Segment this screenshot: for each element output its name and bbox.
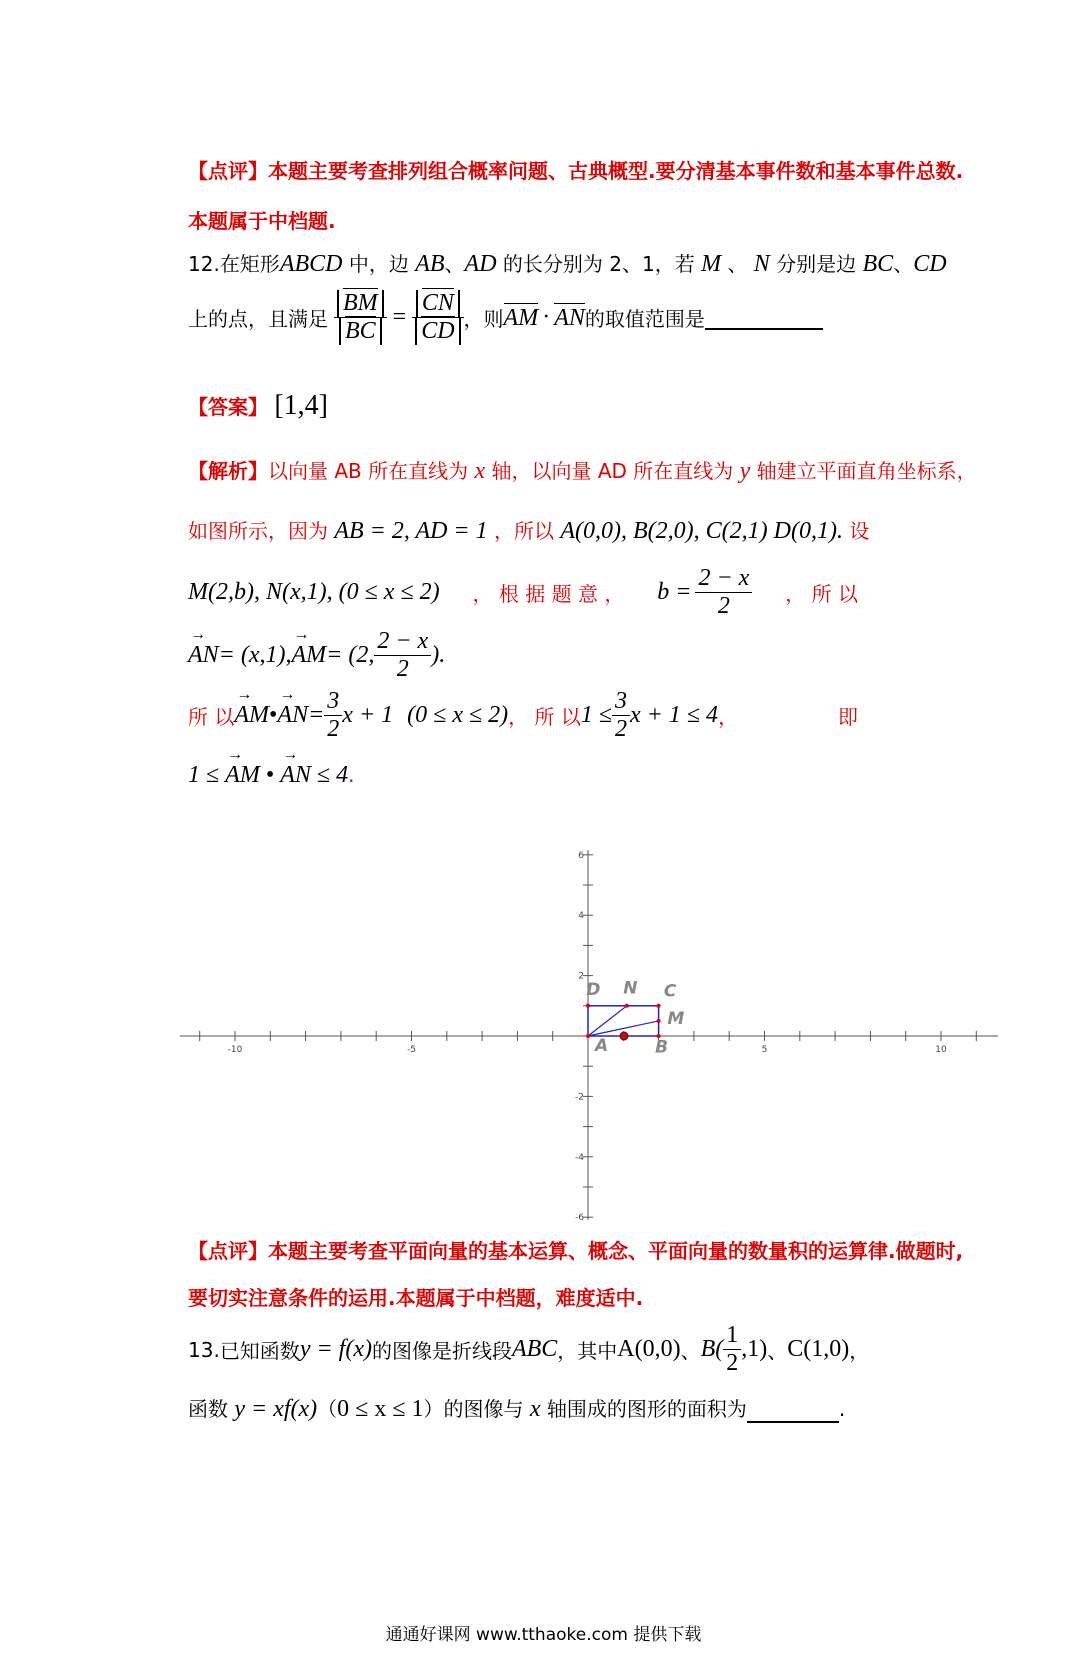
solution-text: 以向量 AB 所在直线为 xyxy=(268,459,475,483)
numerator: 2 − x xyxy=(695,565,752,593)
ratio-bm-bc xyxy=(334,290,387,345)
label-n: N xyxy=(623,978,638,999)
vertex-point xyxy=(657,1004,661,1008)
numerator: 3 xyxy=(612,688,630,716)
q13-sep: 、 xyxy=(767,1339,788,1363)
math-expr: x + 1 xyxy=(342,702,394,728)
dot-operator: · xyxy=(542,304,551,330)
math-bc: BC xyxy=(862,251,894,277)
vertex-point xyxy=(586,1034,590,1038)
math-cd: CD xyxy=(913,251,947,277)
x-tick-label: 10 xyxy=(935,1045,947,1055)
math-expr: A(0,0), B(2,0), C(2,1) D(0,1). xyxy=(560,518,843,544)
q12-sep: 、 xyxy=(444,252,465,276)
label-d: D xyxy=(586,980,601,1001)
answer-line xyxy=(188,390,328,422)
math-ab: AB xyxy=(415,251,445,277)
solution-text: 设 xyxy=(842,519,870,543)
label-c: C xyxy=(663,981,677,1002)
var-x: x xyxy=(474,458,486,484)
vertex-point xyxy=(657,1019,661,1023)
math-expr: b = xyxy=(657,579,692,605)
label-m: M xyxy=(667,1008,685,1029)
q13-text: 函数 xyxy=(188,1397,235,1421)
solution-text: . xyxy=(348,763,355,787)
y-tick-label: 2 xyxy=(578,971,584,982)
denominator: 2 xyxy=(615,716,628,742)
vec-bc: BC xyxy=(344,318,376,344)
solution-line-1 xyxy=(188,455,977,485)
vec-am: → AM xyxy=(292,642,327,669)
y-tick-label: 6 xyxy=(578,850,584,861)
q13-text: （ xyxy=(317,1397,338,1421)
denominator: 2 xyxy=(396,656,409,682)
vec-am: → AM xyxy=(225,762,260,789)
math-expr: 1 ≤ xyxy=(580,702,613,728)
answer-blank xyxy=(705,306,823,330)
vec-cd: CD xyxy=(421,318,455,344)
q13-text: ）的图像与 xyxy=(423,1397,530,1421)
b-fraction xyxy=(657,565,752,620)
vec-an: → AN xyxy=(188,642,219,669)
q13-text: 的图像是折线段 xyxy=(371,1339,512,1363)
vec-an: → AN xyxy=(277,702,308,729)
q13-text: . xyxy=(838,1397,846,1421)
q12-text: 在矩形 xyxy=(219,252,280,276)
math-expr: = (2, xyxy=(326,642,375,668)
vertex-point xyxy=(625,1004,629,1008)
vec-an: → AN xyxy=(280,762,311,789)
y-tick-label: -2 xyxy=(575,1092,584,1103)
q12-text: 上的点，且满足 xyxy=(188,307,328,331)
q12-text: 的取值范围是 xyxy=(584,307,705,331)
comment-2-line-2: 要切实注意条件的运用.本题属于中档题，难度适中. xyxy=(188,1286,644,1310)
denominator: 2 xyxy=(327,716,340,742)
numerator: 2 − x xyxy=(374,628,431,656)
rectangle-abcd xyxy=(586,1004,661,1040)
solution-text: ， 所 以 xyxy=(785,582,858,606)
x-tick-label: -10 xyxy=(227,1045,243,1055)
solution-tag: 【解析】 xyxy=(188,459,268,483)
solution-line-2 xyxy=(188,515,869,545)
solution-line-5 xyxy=(188,688,858,743)
solution-text: 轴建立平面直角坐标系， xyxy=(750,459,977,483)
q13-text: 已知函数 xyxy=(219,1339,300,1363)
comment-2-line-1 xyxy=(188,1235,963,1264)
solution-line-4 xyxy=(188,628,445,683)
answer-blank xyxy=(747,1401,839,1423)
answer-value: [1,4] xyxy=(274,390,329,421)
solution-text: 如图所示，因为 xyxy=(188,519,335,543)
question-number: 13. xyxy=(188,1337,220,1362)
y-tick-label: -6 xyxy=(575,1213,584,1224)
question-13-line-1 xyxy=(188,1322,869,1377)
math-expr: ). xyxy=(431,642,446,668)
label-b: B xyxy=(655,1037,669,1058)
question-13-line-2 xyxy=(188,1393,845,1423)
comment-tag: 【点评】 xyxy=(188,1239,268,1263)
coordinate-figure xyxy=(180,845,1020,1230)
math-abc: ABC xyxy=(511,1336,558,1362)
ratio-cn-cd xyxy=(412,290,463,345)
q12-sep: 、 xyxy=(893,252,914,276)
q12-text: 中，边 xyxy=(342,252,416,276)
answer-tag: 【答案】 xyxy=(188,395,268,419)
question-12-line-2 xyxy=(188,290,823,345)
math-n: N xyxy=(753,251,770,277)
fraction xyxy=(324,688,342,743)
point-b: B( xyxy=(700,1336,724,1362)
solution-text: 即 xyxy=(838,705,858,729)
vec-an: AN xyxy=(554,305,585,331)
comment-1-line-1 xyxy=(188,155,963,184)
y-tick-label: 4 xyxy=(578,911,584,922)
bullet-operator: • xyxy=(269,702,278,728)
math-expr: y = xf(x) xyxy=(234,1396,318,1422)
point-b: ,1) xyxy=(741,1336,768,1362)
vec-bm: BM xyxy=(343,290,378,316)
q13-sep: 、 xyxy=(680,1339,701,1363)
solution-line-6 xyxy=(188,762,354,789)
point-c: C(1,0) xyxy=(787,1336,850,1362)
comment-tag: 【点评】 xyxy=(188,159,268,183)
math-expr: = xyxy=(308,702,325,728)
math-expr: x + 1 ≤ 4 xyxy=(630,702,719,728)
math-expr: M(2,b), N(x,1), (0 ≤ x ≤ 2) xyxy=(188,579,440,605)
question-number: 12. xyxy=(188,252,220,276)
solution-line-3 xyxy=(188,565,858,620)
q13-text: 轴围成的图形的面积为 xyxy=(540,1397,747,1421)
math-m: M xyxy=(701,251,722,277)
vec-am: → AM xyxy=(234,702,269,729)
solution-text: ， xyxy=(718,705,739,729)
math-expr: (0 ≤ x ≤ 2) xyxy=(407,702,509,728)
math-expr: y = f(x) xyxy=(299,1336,372,1362)
fraction xyxy=(612,688,630,743)
math-ad: AD xyxy=(464,251,497,277)
fraction xyxy=(695,565,752,620)
solution-text: ，所以 xyxy=(487,519,561,543)
fraction xyxy=(374,628,431,683)
question-12-line-1 xyxy=(188,248,947,278)
var-x: x xyxy=(529,1396,541,1422)
point-labels xyxy=(586,979,684,1058)
var-y: y xyxy=(739,458,751,484)
vec-am: AM xyxy=(503,305,539,331)
solution-text: 轴，以向量 AD 所在直线为 xyxy=(485,459,740,483)
math-expr: AB = 2, AD = 1 xyxy=(334,518,488,544)
q13-text: ，其中 xyxy=(557,1339,618,1363)
comment-1-line-2: 本题属于中档题. xyxy=(188,209,336,233)
q12-text: 分别是边 xyxy=(769,252,863,276)
math-expr: 1 ≤ xyxy=(188,762,226,788)
comment-text: 本题主要考查排列组合概率问题、古典概型.要分清基本事件数和基本事件总数. xyxy=(268,159,964,183)
math-abcd: ABCD xyxy=(279,251,343,277)
math-expr: ≤ 4 xyxy=(310,762,349,788)
q12-text: 的长分别为 2、1，若 xyxy=(496,252,702,276)
moving-point xyxy=(620,1032,628,1040)
vertex-point xyxy=(586,1004,590,1008)
footer: 通通好课网 www.tthaoke.com 提供下载 xyxy=(385,1625,702,1645)
x-tick-label: -5 xyxy=(407,1045,416,1055)
label-a: A xyxy=(595,1036,609,1057)
numerator: 1 xyxy=(723,1322,741,1350)
math-expr: = (x,1), xyxy=(218,642,292,668)
solution-text: ， 根 据 题 意 ， xyxy=(472,582,625,606)
math-expr: 0 ≤ x ≤ 1 xyxy=(337,1396,424,1422)
denominator: 2 xyxy=(717,593,730,619)
vec-cn: CN xyxy=(421,290,454,316)
bullet-operator: • xyxy=(259,762,281,788)
point-a: A(0,0) xyxy=(617,1336,681,1362)
denominator: 2 xyxy=(726,1350,739,1376)
solution-text: 所 以 xyxy=(188,705,235,729)
numerator: 3 xyxy=(324,688,342,716)
q13-text: ， xyxy=(849,1339,870,1363)
x-tick-label: 5 xyxy=(761,1045,768,1055)
q12-text: ，则 xyxy=(463,307,504,331)
solution-text: ， 所 以 xyxy=(508,705,581,729)
fraction-half xyxy=(723,1322,741,1377)
q12-sep: 、 xyxy=(727,252,748,276)
y-tick-label: -4 xyxy=(575,1152,584,1163)
equals-sign: = xyxy=(392,304,407,330)
comment-text: 本题主要考查平面向量的基本运算、概念、平面向量的数量积的运算律.做题时, xyxy=(268,1239,964,1263)
